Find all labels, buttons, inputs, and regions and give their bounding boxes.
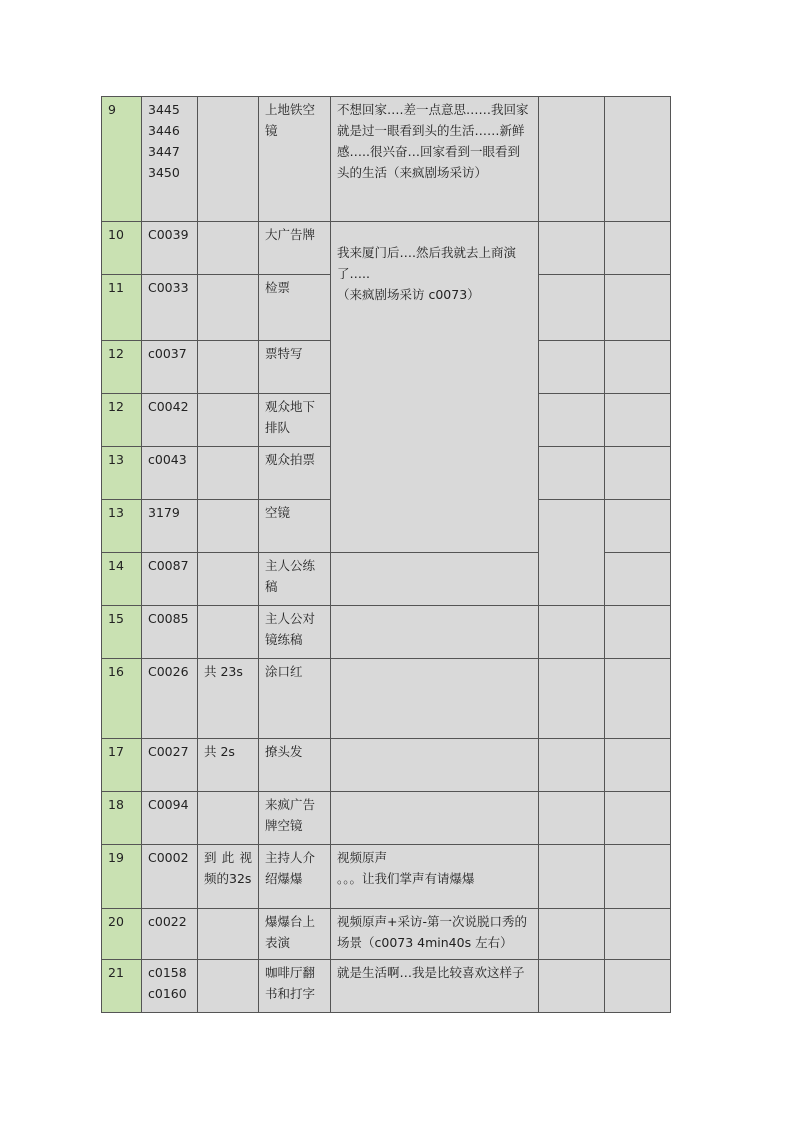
clip-id: C0027 xyxy=(142,739,198,792)
empty-cell xyxy=(605,447,671,500)
empty-cell xyxy=(539,606,605,659)
scene-cell: 大广告牌 xyxy=(259,222,331,275)
scene-cell: 空镜 xyxy=(259,500,331,553)
scene-cell: 主持人介绍爆爆 xyxy=(259,845,331,909)
audio-line: 我来厦门后….然后我就去上商演了….. xyxy=(337,245,516,281)
shot-number: 17 xyxy=(102,739,142,792)
clip-id-line: 3445 xyxy=(148,102,180,117)
scene-cell: 咖啡厅翻书和打字 xyxy=(259,960,331,1013)
table-row xyxy=(102,606,671,659)
empty-cell xyxy=(539,659,605,739)
shot-number: 13 xyxy=(102,447,142,500)
merged-audio-cell xyxy=(331,222,539,553)
audio-line: （来疯剧场采访 c0073） xyxy=(337,287,480,302)
empty-cell xyxy=(605,659,671,739)
shot-number: 16 xyxy=(102,659,142,739)
clip-id: C0042 xyxy=(142,394,198,447)
shot-number: 21 xyxy=(102,960,142,1013)
clip-id: C0002 xyxy=(142,845,198,909)
scene-cell: 票特写 xyxy=(259,341,331,394)
clip-id: C0085 xyxy=(142,606,198,659)
duration-cell xyxy=(198,792,259,845)
clip-id-line: 3447 xyxy=(148,144,180,159)
clip-id xyxy=(142,97,198,222)
clip-id xyxy=(142,960,198,1013)
duration-cell: 共 23s xyxy=(198,659,259,739)
shot-list-table xyxy=(101,96,671,1013)
shot-number: 13 xyxy=(102,500,142,553)
audio-line: 。。。让我们掌声有请爆爆 xyxy=(337,871,475,886)
clip-id: c0022 xyxy=(142,909,198,960)
duration-cell xyxy=(198,97,259,222)
empty-cell xyxy=(539,447,605,500)
duration-cell xyxy=(198,275,259,341)
table-row xyxy=(102,659,671,739)
empty-cell xyxy=(605,792,671,845)
empty-cell xyxy=(539,275,605,341)
empty-cell xyxy=(539,739,605,792)
audio-cell: 视频原声+采访-第一次说脱口秀的场景（c0073 4min40s 左右） xyxy=(331,909,539,960)
audio-cell xyxy=(331,792,539,845)
empty-cell xyxy=(605,845,671,909)
empty-cell xyxy=(539,792,605,845)
table-row xyxy=(102,739,671,792)
shot-number: 20 xyxy=(102,909,142,960)
scene-cell: 涂口红 xyxy=(259,659,331,739)
scene-cell: 上地铁空镜 xyxy=(259,97,331,222)
clip-id: C0033 xyxy=(142,275,198,341)
table-row xyxy=(102,97,671,222)
audio-cell xyxy=(331,739,539,792)
clip-id: C0026 xyxy=(142,659,198,739)
empty-cell xyxy=(539,909,605,960)
audio-cell xyxy=(331,553,539,606)
audio-cell: 就是生活啊…我是比较喜欢这样子 xyxy=(331,960,539,1013)
empty-cell xyxy=(539,97,605,222)
shot-number: 12 xyxy=(102,394,142,447)
duration-cell xyxy=(198,500,259,553)
shot-number: 12 xyxy=(102,341,142,394)
scene-cell: 检票 xyxy=(259,275,331,341)
shot-number: 11 xyxy=(102,275,142,341)
audio-cell xyxy=(331,659,539,739)
audio-cell xyxy=(331,606,539,659)
scene-cell: 观众拍票 xyxy=(259,447,331,500)
empty-cell xyxy=(605,275,671,341)
duration-cell xyxy=(198,341,259,394)
duration-cell: 到此视频的32s xyxy=(198,845,259,909)
shot-number: 10 xyxy=(102,222,142,275)
empty-cell xyxy=(539,500,605,606)
scene-cell: 观众地下排队 xyxy=(259,394,331,447)
clip-id-line: c0160 xyxy=(148,986,187,1001)
duration-cell xyxy=(198,553,259,606)
scene-cell: 来疯广告牌空镜 xyxy=(259,792,331,845)
duration-cell xyxy=(198,447,259,500)
duration-cell xyxy=(198,909,259,960)
empty-cell xyxy=(539,341,605,394)
duration-cell xyxy=(198,394,259,447)
table-row xyxy=(102,792,671,845)
empty-cell xyxy=(605,553,671,606)
shot-number: 14 xyxy=(102,553,142,606)
empty-cell xyxy=(605,222,671,275)
audio-cell: 不想回家….差一点意思……我回家就是过一眼看到头的生活……新鲜感…..很兴奋…回家看到一眼看到头的生活（来疯剧场采访） xyxy=(331,97,539,222)
clip-id-line: 3450 xyxy=(148,165,180,180)
empty-cell xyxy=(605,606,671,659)
duration-cell xyxy=(198,960,259,1013)
shot-number: 18 xyxy=(102,792,142,845)
table-row xyxy=(102,845,671,909)
audio-cell xyxy=(331,845,539,909)
clip-id-line: 3446 xyxy=(148,123,180,138)
shot-number: 19 xyxy=(102,845,142,909)
clip-id: C0094 xyxy=(142,792,198,845)
scene-cell: 爆爆台上表演 xyxy=(259,909,331,960)
clip-id: C0087 xyxy=(142,553,198,606)
table-row xyxy=(102,222,671,275)
duration-cell xyxy=(198,222,259,275)
shot-number: 15 xyxy=(102,606,142,659)
scene-cell: 撩头发 xyxy=(259,739,331,792)
clip-id-line: c0158 xyxy=(148,965,187,980)
empty-cell xyxy=(605,394,671,447)
empty-cell xyxy=(605,500,671,553)
clip-id: c0037 xyxy=(142,341,198,394)
duration-cell xyxy=(198,606,259,659)
shot-number: 9 xyxy=(102,97,142,222)
empty-cell xyxy=(605,341,671,394)
audio-line: 视频原声 xyxy=(337,850,388,865)
clip-id: C0039 xyxy=(142,222,198,275)
empty-cell xyxy=(539,960,605,1013)
duration-cell: 共 2s xyxy=(198,739,259,792)
empty-cell xyxy=(605,909,671,960)
clip-id: 3179 xyxy=(142,500,198,553)
table-row xyxy=(102,909,671,960)
scene-cell: 主人公练稿 xyxy=(259,553,331,606)
table-row xyxy=(102,960,671,1013)
empty-cell xyxy=(605,960,671,1013)
clip-id: c0043 xyxy=(142,447,198,500)
empty-cell xyxy=(539,845,605,909)
empty-cell xyxy=(539,222,605,275)
empty-cell xyxy=(539,394,605,447)
scene-cell: 主人公对镜练稿 xyxy=(259,606,331,659)
empty-cell xyxy=(605,97,671,222)
empty-cell xyxy=(605,739,671,792)
